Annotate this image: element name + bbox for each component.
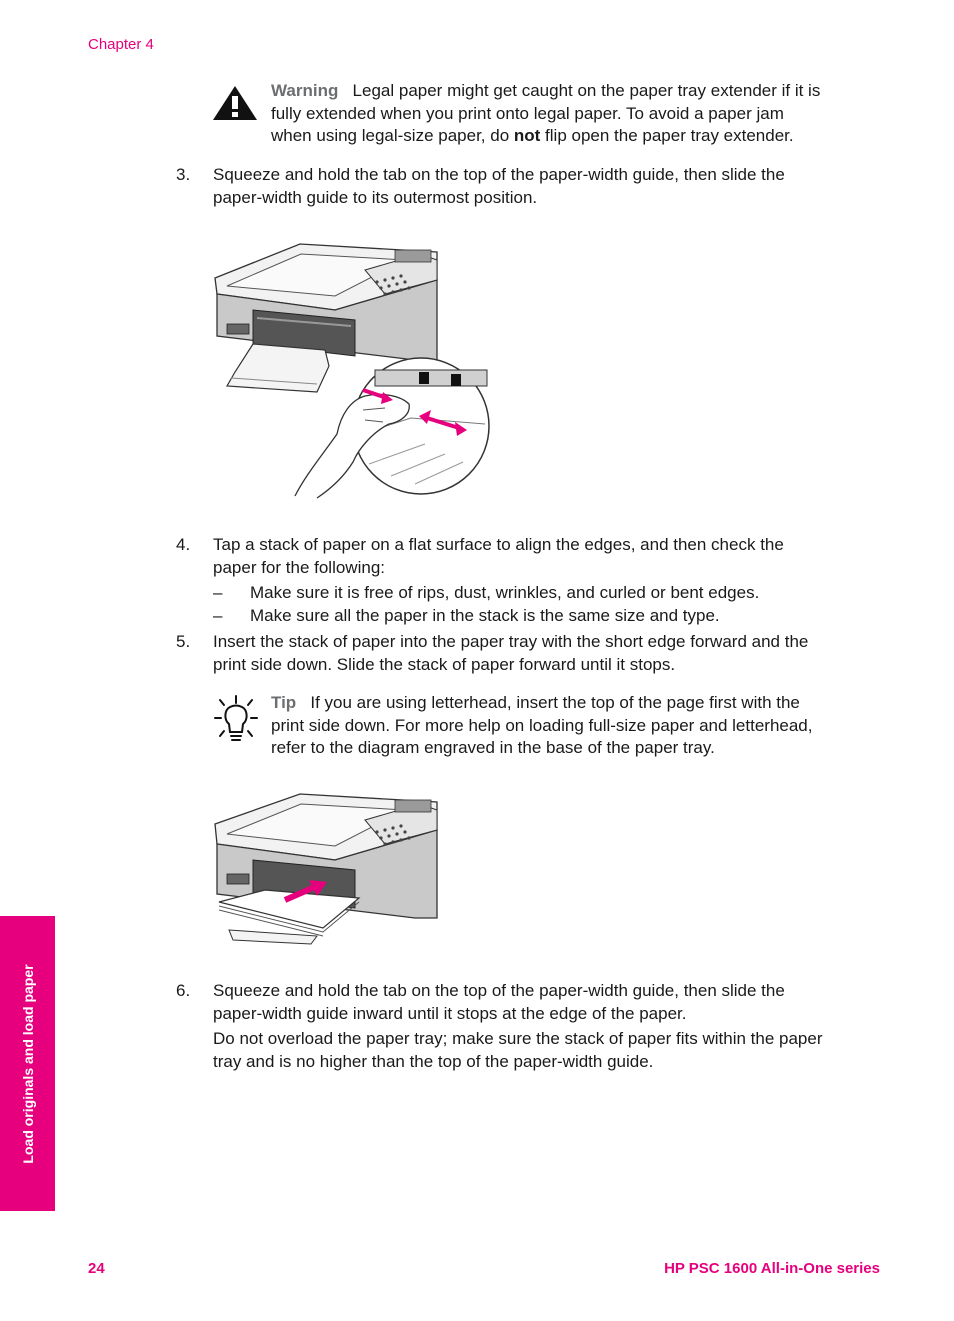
step-note: tray and is no higher than the top of the paper-width guide.: [213, 1051, 654, 1071]
step-3: [176, 164, 876, 212]
step-4: [176, 534, 876, 582]
side-tab-label: Load originals and load paper: [20, 964, 36, 1164]
warning-callout: [271, 80, 891, 148]
step-number: 4.: [176, 535, 191, 554]
warning-text-3b: flip open the paper tray extender.: [540, 126, 794, 145]
insert-paper-illustration: [205, 790, 455, 946]
bullet-text: Make sure all the paper in the stack is the same size and type.: [250, 606, 720, 625]
tip-label: Tip: [271, 693, 297, 712]
bullet-dash: –: [213, 606, 223, 625]
product-name: HP PSC 1600 All-in-One series: [664, 1260, 880, 1277]
warning-text-1: Legal paper might get caught on the paper tray extender if it is: [352, 81, 821, 100]
warning-text-bold: not: [513, 126, 541, 145]
tip-text-3: refer to the diagram engraved in the base of the paper tray.: [271, 738, 715, 757]
step-5: [176, 631, 876, 679]
list-item: [213, 582, 893, 606]
step-text: Insert the stack of paper into the paper tray with the short edge forward and the: [213, 632, 809, 651]
bullet-text: Make sure it is free of rips, dust, wrinkles, and curled or bent edges.: [250, 583, 760, 602]
step-text: print side down. Slide the stack of paper forward until it stops.: [213, 654, 676, 674]
step-text: paper-width guide to its outermost position.: [213, 187, 538, 207]
bullet-dash: –: [213, 583, 223, 602]
step-number: 5.: [176, 632, 191, 651]
warning-label: Warning: [271, 81, 339, 100]
paper-width-guide-illustration: [205, 238, 495, 500]
warning-text-3a: when using legal-size paper, do: [271, 126, 514, 145]
list-item: [213, 605, 893, 629]
step-text: paper for the following:: [213, 557, 385, 577]
step-note: Do not overload the paper tray; make sure the stack of paper fits within the paper: [213, 1029, 823, 1048]
step-number: 6.: [176, 981, 191, 1000]
warning-text-2: fully extended when you print onto legal paper. To avoid a paper jam: [271, 103, 784, 123]
section-side-tab: [0, 916, 55, 1211]
tip-callout: [271, 692, 891, 760]
page-number: 24: [88, 1260, 105, 1277]
step-text: Tap a stack of paper on a flat surface to align the edges, and then check the: [213, 535, 784, 554]
step-text: Squeeze and hold the tab on the top of the paper-width guide, then slide the: [213, 981, 785, 1000]
step-number: 3.: [176, 165, 191, 184]
tip-text-1: If you are using letterhead, insert the top of the page first with the: [310, 693, 800, 712]
step-6: [176, 980, 876, 1076]
lightbulb-icon: [214, 694, 258, 744]
step-text: paper-width guide inward until it stops at the edge of the paper.: [213, 1003, 687, 1023]
tip-text-2: print side down. For more help on loading full-size paper and letterhead,: [271, 715, 813, 735]
step-text: Squeeze and hold the tab on the top of the paper-width guide, then slide the: [213, 165, 785, 184]
chapter-header: Chapter 4: [88, 36, 154, 53]
warning-triangle-icon: [211, 84, 259, 122]
